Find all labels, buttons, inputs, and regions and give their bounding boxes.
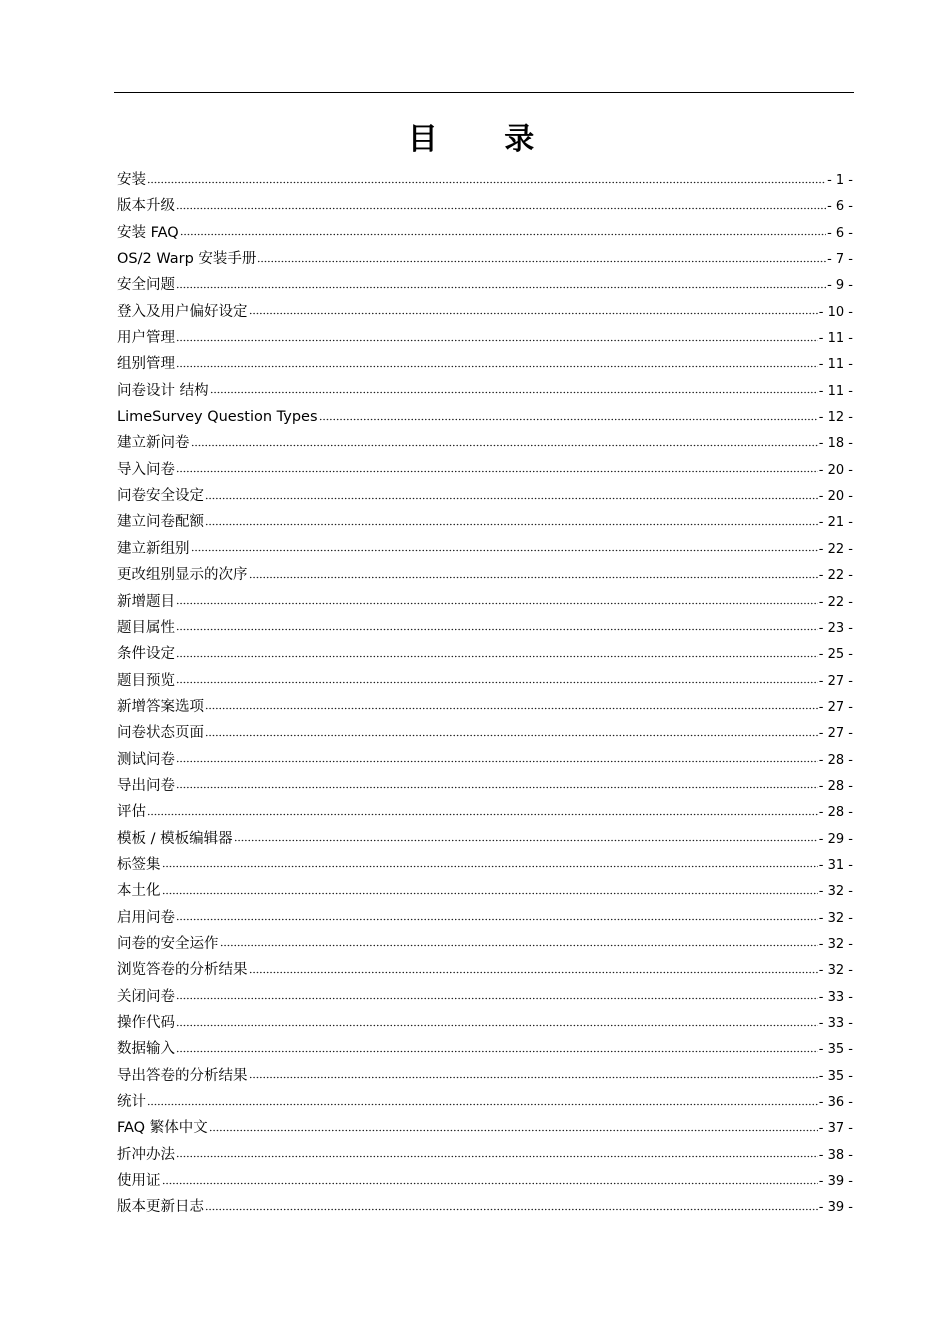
toc-dot-leader [205,486,818,501]
toc-entry-page-number: - 39 - [818,1174,853,1190]
toc-dot-leader [176,1013,818,1028]
toc-entry-page-number: - 36 - [818,1095,853,1111]
toc-dot-leader [162,854,818,869]
toc-entry[interactable] [117,852,853,878]
toc-entry-label: 题目预览 [117,672,175,689]
toc-dot-leader [319,407,818,422]
toc-entry[interactable] [117,1194,853,1220]
toc-dot-leader [147,170,826,185]
toc-entry[interactable] [117,668,853,694]
toc-entry[interactable] [117,457,853,483]
toc-dot-leader [176,644,818,659]
toc-entry-label: 条件设定 [117,646,175,663]
toc-entry-page-number: - 32 - [818,963,853,979]
toc-entry-label: 关闭问卷 [117,988,175,1005]
toc-entry-label: 模板 / 模板编辑器 [117,830,233,847]
toc-dot-leader [180,222,826,237]
toc-entry-page-number: - 35 - [818,1068,853,1084]
toc-entry[interactable] [117,957,853,983]
toc-entry-label: 问卷的安全运作 [117,935,219,952]
toc-dot-leader [205,723,818,738]
toc-entry-page-number: - 28 - [818,752,853,768]
toc-dot-leader [176,1144,818,1159]
toc-entry-page-number: - 6 - [827,225,853,241]
toc-entry-page-number: - 18 - [818,436,853,452]
toc-dot-leader [176,986,818,1001]
toc-entry-page-number: - 23 - [818,620,853,636]
toc-entry-page-number: - 27 - [818,726,853,742]
toc-entry-page-number: - 38 - [818,1147,853,1163]
toc-entry[interactable] [117,615,853,641]
toc-dot-leader [191,538,818,553]
toc-entry-page-number: - 32 - [818,936,853,952]
toc-entry-label: 操作代码 [117,1015,175,1031]
toc-dot-leader [176,328,818,343]
toc-dot-leader [147,802,818,817]
toc-entry[interactable] [117,1142,853,1168]
toc-entry-label: LimeSurvey Question Types [117,409,318,426]
toc-dot-leader [176,670,818,685]
toc-entry-page-number: - 37 - [818,1121,853,1137]
toc-entry-page-number: - 29 - [818,831,853,847]
toc-entry-label: 启用问卷 [117,909,175,926]
toc-entry-page-number: - 22 - [818,541,853,557]
toc-entry-page-number: - 7 - [827,252,853,268]
toc-entry-label: 问卷状态页面 [117,725,204,742]
toc-entry[interactable] [117,826,853,852]
toc-entry-page-number: - 27 - [818,673,853,689]
toc-entry-page-number: - 32 - [818,910,853,926]
toc-entry-label: 安装 [117,172,146,188]
toc-dot-leader [249,1065,818,1080]
toc-entry-label: 建立问卷配额 [117,514,204,531]
toc-dot-leader [176,354,818,369]
toc-dot-leader [249,301,818,316]
toc-entry-label: 新增答案选项 [117,698,204,715]
toc-entry[interactable] [117,1063,853,1089]
toc-entry[interactable] [117,720,853,746]
toc-dot-leader [205,696,818,711]
toc-entry[interactable] [117,325,853,351]
toc-dot-leader [220,933,818,948]
toc-entry-label: 统计 [117,1094,146,1111]
toc-entry[interactable] [117,589,853,615]
toc-entry[interactable] [117,562,853,588]
toc-dot-leader [176,617,818,632]
toc-entry-label: 版本更新日志 [117,1199,204,1216]
toc-entry-page-number: - 20 - [818,489,853,505]
toc-entry-label: 导出问卷 [117,777,175,794]
toc-dot-leader [191,433,818,448]
toc-entry-label: 本土化 [117,883,161,900]
toc-entry[interactable] [117,747,853,773]
toc-dot-leader [205,512,818,527]
toc-entry-page-number: - 21 - [818,515,853,531]
toc-entry-label: 安装 FAQ [117,224,179,241]
toc-entry[interactable] [117,931,853,957]
toc-entry-page-number: - 9 - [827,278,853,294]
toc-entry-label: 建立新组别 [117,540,190,557]
toc-entry[interactable] [117,1168,853,1194]
toc-entry-label: 导出答卷的分析结果 [117,1067,248,1084]
table-of-contents [117,167,853,1221]
toc-dot-leader [176,275,826,290]
toc-entry[interactable] [117,483,853,509]
toc-entry-page-number: - 27 - [818,699,853,715]
toc-entry-page-number: - 20 - [818,462,853,478]
toc-title: 目 录 [407,122,563,157]
toc-entry[interactable] [117,193,853,219]
toc-entry-label: FAQ 繁体中文 [117,1120,208,1137]
toc-entry-page-number: - 31 - [818,857,853,873]
toc-dot-leader [209,1118,818,1133]
toc-entry[interactable] [117,905,853,931]
toc-entry-label: 建立新问卷 [117,435,190,452]
toc-entry[interactable] [117,430,853,456]
toc-dot-leader [176,459,818,474]
toc-entry[interactable] [117,378,853,404]
toc-entry[interactable] [117,773,853,799]
toc-entry-label: 更改组别显示的次序 [117,567,248,584]
toc-dot-leader [162,1171,818,1186]
toc-entry[interactable] [117,536,853,562]
toc-entry-label: 组别管理 [117,356,175,373]
toc-entry-label: OS/2 Warp 安装手册 [117,251,257,268]
toc-entry-label: 安全问题 [117,277,175,294]
toc-dot-leader [176,749,818,764]
toc-entry-label: 折冲办法 [117,1146,175,1163]
toc-entry[interactable] [117,1115,853,1141]
toc-dot-leader [249,960,818,975]
toc-entry[interactable] [117,351,853,377]
toc-entry-label: 评估 [117,804,146,821]
toc-entry[interactable] [117,299,853,325]
toc-entry-page-number: - 22 - [818,594,853,610]
toc-entry[interactable] [117,272,853,298]
toc-entry[interactable] [117,694,853,720]
toc-entry-label: 新增题目 [117,593,175,610]
toc-entry[interactable] [117,509,853,535]
toc-entry-label: 题目属性 [117,619,175,636]
toc-dot-leader [162,881,818,896]
toc-entry[interactable] [117,984,853,1010]
toc-entry-page-number: - 11 - [818,383,853,399]
toc-entry-label: 标签集 [117,856,161,873]
toc-dot-leader [176,1039,818,1054]
toc-entry-page-number: - 6 - [827,199,853,215]
toc-entry-label: 问卷安全设定 [117,488,204,505]
toc-entry-label: 导入问卷 [117,461,175,478]
toc-entry-page-number: - 39 - [818,1200,853,1216]
toc-entry[interactable] [117,1036,853,1062]
toc-dot-leader [234,828,818,843]
toc-entry-page-number: - 12 - [818,410,853,426]
toc-entry[interactable] [117,220,853,246]
toc-entry[interactable] [117,1089,853,1115]
toc-entry-page-number: - 33 - [818,1016,853,1031]
toc-entry[interactable] [117,641,853,667]
toc-entry-page-number: - 1 - [827,173,853,188]
toc-entry-label: 登入及用户偏好设定 [117,303,248,320]
toc-dot-leader [205,1197,818,1212]
toc-entry-label: 浏览答卷的分析结果 [117,962,248,979]
toc-entry[interactable] [117,246,853,272]
toc-dot-leader [257,249,826,264]
toc-entry-page-number: - 25 - [818,647,853,663]
toc-entry[interactable] [117,878,853,904]
toc-entry-label: 用户管理 [117,330,175,347]
toc-entry-label: 使用证 [117,1173,161,1190]
toc-entry-label: 测试问卷 [117,751,175,768]
toc-dot-leader [176,196,826,211]
toc-entry-page-number: - 32 - [818,884,853,900]
toc-entry[interactable] [117,799,853,825]
toc-dot-leader [249,565,818,580]
toc-entry-page-number: - 35 - [818,1042,853,1058]
toc-entry[interactable] [117,167,853,193]
header-rule [114,92,854,93]
toc-entry-page-number: - 33 - [818,989,853,1005]
toc-entry-page-number: - 11 - [818,357,853,373]
toc-entry-page-number: - 28 - [818,778,853,794]
toc-entry-label: 问卷设计 结构 [117,382,209,399]
toc-entry-label: 版本升级 [117,198,175,215]
toc-dot-leader [176,775,818,790]
toc-entry[interactable] [117,404,853,430]
toc-entry-page-number: - 28 - [818,805,853,821]
toc-entry-label: 数据输入 [117,1041,175,1058]
toc-dot-leader [176,907,818,922]
toc-dot-leader [210,380,818,395]
toc-entry[interactable] [117,1010,853,1036]
toc-entry-page-number: - 22 - [818,568,853,584]
toc-dot-leader [147,1092,818,1107]
toc-entry-page-number: - 10 - [818,304,853,320]
toc-entry-page-number: - 11 - [818,331,853,347]
toc-dot-leader [176,591,818,606]
